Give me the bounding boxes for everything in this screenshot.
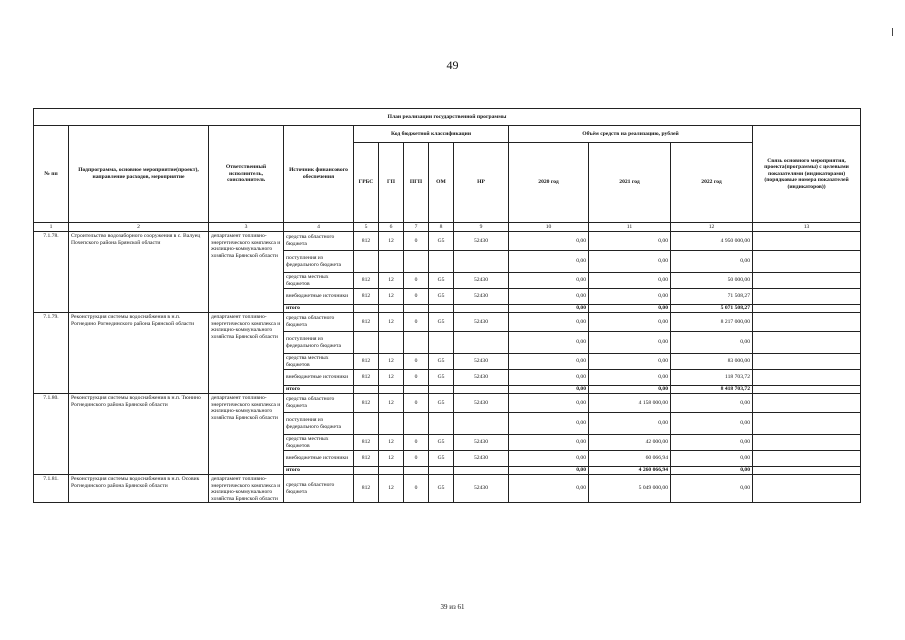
code-pgp-cell bbox=[404, 467, 429, 475]
code-gp-cell bbox=[379, 332, 404, 354]
link-cell bbox=[753, 435, 861, 451]
code-gp-cell bbox=[379, 305, 404, 313]
code-pgp-cell: 0 bbox=[404, 232, 429, 251]
entry-number: 7.1.79. bbox=[34, 313, 69, 394]
code-nr-cell: 52430 bbox=[454, 232, 509, 251]
value-2021-cell: 0,00 bbox=[589, 370, 671, 386]
value-2021-cell: 42 000,00 bbox=[589, 435, 671, 451]
col-number: 2 bbox=[69, 223, 209, 232]
code-grbs-cell bbox=[354, 413, 379, 435]
value-2021-cell: 0,00 bbox=[589, 332, 671, 354]
value-2021-cell: 0,00 bbox=[589, 413, 671, 435]
header-subprogram: Подпрограмма, основное мероприятие(проект), направление расходов, мероприятие bbox=[69, 126, 209, 223]
header-grbs: ГРБС bbox=[354, 143, 379, 223]
code-grbs-cell: 812 bbox=[354, 313, 379, 332]
code-om-cell: G5 bbox=[429, 273, 454, 289]
code-pgp-cell bbox=[404, 413, 429, 435]
code-grbs-cell bbox=[354, 305, 379, 313]
code-nr-cell: 52430 bbox=[454, 273, 509, 289]
code-om-cell bbox=[429, 305, 454, 313]
value-2022-cell: 4 950 000,00 bbox=[671, 232, 753, 251]
header-source: Источник финансового обеспечения bbox=[284, 126, 354, 223]
code-gp-cell: 12 bbox=[379, 232, 404, 251]
value-2022-cell: 0,00 bbox=[671, 413, 753, 435]
table-row bbox=[34, 394, 861, 413]
link-cell bbox=[753, 467, 861, 475]
code-grbs-cell: 812 bbox=[354, 435, 379, 451]
code-om-cell: G5 bbox=[429, 451, 454, 467]
source-cell: средства областного бюджета bbox=[284, 313, 354, 332]
link-cell bbox=[753, 273, 861, 289]
header-gp: ГП bbox=[379, 143, 404, 223]
code-nr-cell bbox=[454, 305, 509, 313]
source-cell: средства областного бюджета bbox=[284, 232, 354, 251]
code-om-cell bbox=[429, 386, 454, 394]
source-cell: итого bbox=[284, 467, 354, 475]
code-om-cell: G5 bbox=[429, 289, 454, 305]
source-cell: средства местных бюджетов bbox=[284, 354, 354, 370]
link-cell bbox=[753, 332, 861, 354]
code-pgp-cell bbox=[404, 305, 429, 313]
link-cell bbox=[753, 413, 861, 435]
source-cell: внебюджетные источники bbox=[284, 451, 354, 467]
code-nr-cell: 52430 bbox=[454, 475, 509, 503]
value-2020-cell: 0,00 bbox=[509, 354, 589, 370]
code-grbs-cell bbox=[354, 386, 379, 394]
header-budget-code: Код бюджетной классификации bbox=[354, 126, 509, 143]
code-grbs-cell bbox=[354, 467, 379, 475]
header-volume: Объём средств на реализацию, рублей bbox=[509, 126, 753, 143]
code-nr-cell bbox=[454, 332, 509, 354]
source-cell: внебюджетные источники bbox=[284, 289, 354, 305]
code-grbs-cell: 812 bbox=[354, 354, 379, 370]
value-2022-cell: 0,00 bbox=[671, 467, 753, 475]
code-pgp-cell: 0 bbox=[404, 435, 429, 451]
value-2020-cell: 0,00 bbox=[509, 251, 589, 273]
col-number: 6 bbox=[379, 223, 404, 232]
entry-executor: департамент топливно-энергетического комплекса и жилищно-коммунального хозяйства Брянской области bbox=[209, 232, 284, 313]
entry-name: Реконструкция системы водоснабжения в н.п. Рогнедино Рогнединского района Брянской области bbox=[69, 313, 209, 394]
value-2021-cell: 60 066,94 bbox=[589, 451, 671, 467]
code-gp-cell: 12 bbox=[379, 289, 404, 305]
col-number: 4 bbox=[284, 223, 354, 232]
value-2021-cell: 4 158 000,00 bbox=[589, 394, 671, 413]
value-2021-cell: 0,00 bbox=[589, 273, 671, 289]
col-number: 11 bbox=[589, 223, 671, 232]
code-grbs-cell: 812 bbox=[354, 475, 379, 503]
link-cell bbox=[753, 289, 861, 305]
col-number: 1 bbox=[34, 223, 69, 232]
value-2020-cell: 0,00 bbox=[509, 332, 589, 354]
source-cell: средства областного бюджета bbox=[284, 394, 354, 413]
code-gp-cell: 12 bbox=[379, 354, 404, 370]
value-2022-cell: 0,00 bbox=[671, 332, 753, 354]
code-grbs-cell: 812 bbox=[354, 451, 379, 467]
value-2022-cell: 0,00 bbox=[671, 394, 753, 413]
link-cell bbox=[753, 251, 861, 273]
entry-name: Реконструкция системы водоснабжения в н.п. Тюнино Рогнединского района Брянской области bbox=[69, 394, 209, 475]
value-2020-cell: 0,00 bbox=[509, 475, 589, 503]
value-2022-cell: 0,00 bbox=[671, 475, 753, 503]
value-2022-cell: 8 418 703,72 bbox=[671, 386, 753, 394]
value-2022-cell: 71 508,27 bbox=[671, 289, 753, 305]
value-2022-cell: 0,00 bbox=[671, 451, 753, 467]
header-2020: 2020 год bbox=[509, 143, 589, 223]
code-om-cell: G5 bbox=[429, 354, 454, 370]
table-row bbox=[34, 313, 861, 332]
value-2022-cell: 0,00 bbox=[671, 251, 753, 273]
value-2021-cell: 4 260 066,94 bbox=[589, 467, 671, 475]
col-number: 10 bbox=[509, 223, 589, 232]
code-pgp-cell: 0 bbox=[404, 354, 429, 370]
code-nr-cell: 52430 bbox=[454, 354, 509, 370]
code-om-cell: G5 bbox=[429, 370, 454, 386]
code-om-cell bbox=[429, 332, 454, 354]
entry-executor: департамент топливно-энергетического комплекса и жилищно-коммунального хозяйства Брянской области bbox=[209, 394, 284, 475]
value-2020-cell: 0,00 bbox=[509, 273, 589, 289]
code-pgp-cell: 0 bbox=[404, 370, 429, 386]
code-grbs-cell: 812 bbox=[354, 232, 379, 251]
entry-executor: департамент топливно-энергетического комплекса и жилищно-коммунального хозяйства Брянской области bbox=[209, 313, 284, 394]
code-om-cell: G5 bbox=[429, 394, 454, 413]
code-grbs-cell bbox=[354, 332, 379, 354]
code-pgp-cell: 0 bbox=[404, 451, 429, 467]
code-gp-cell: 12 bbox=[379, 394, 404, 413]
code-pgp-cell bbox=[404, 332, 429, 354]
source-cell: средства областного бюджета bbox=[284, 475, 354, 503]
table-body bbox=[34, 109, 861, 503]
value-2020-cell: 0,00 bbox=[509, 232, 589, 251]
code-pgp-cell: 0 bbox=[404, 289, 429, 305]
source-cell: поступления из федерального бюджета bbox=[284, 332, 354, 354]
program-plan-table bbox=[33, 108, 861, 503]
code-grbs-cell: 812 bbox=[354, 394, 379, 413]
entry-number: 7.1.78. bbox=[34, 232, 69, 313]
value-2020-cell: 0,00 bbox=[509, 467, 589, 475]
code-gp-cell bbox=[379, 386, 404, 394]
code-om-cell: G5 bbox=[429, 232, 454, 251]
code-gp-cell bbox=[379, 251, 404, 273]
code-pgp-cell: 0 bbox=[404, 313, 429, 332]
value-2022-cell: 5 071 508,27 bbox=[671, 305, 753, 313]
code-gp-cell: 12 bbox=[379, 435, 404, 451]
col-number: 8 bbox=[429, 223, 454, 232]
value-2021-cell: 0,00 bbox=[589, 313, 671, 332]
link-cell bbox=[753, 354, 861, 370]
value-2020-cell: 0,00 bbox=[509, 289, 589, 305]
link-cell bbox=[753, 451, 861, 467]
value-2022-cell: 118 703,72 bbox=[671, 370, 753, 386]
code-pgp-cell bbox=[404, 251, 429, 273]
value-2020-cell: 0,00 bbox=[509, 413, 589, 435]
code-nr-cell: 52430 bbox=[454, 451, 509, 467]
code-gp-cell: 12 bbox=[379, 370, 404, 386]
value-2022-cell: 0,00 bbox=[671, 435, 753, 451]
value-2021-cell: 0,00 bbox=[589, 232, 671, 251]
code-om-cell bbox=[429, 467, 454, 475]
table-title: План реализации государственной программы bbox=[34, 109, 861, 126]
table-row bbox=[34, 475, 861, 503]
col-number: 9 bbox=[454, 223, 509, 232]
code-nr-cell bbox=[454, 386, 509, 394]
value-2022-cell: 8 217 000,00 bbox=[671, 313, 753, 332]
value-2021-cell: 0,00 bbox=[589, 305, 671, 313]
code-nr-cell: 52430 bbox=[454, 313, 509, 332]
value-2022-cell: 83 000,00 bbox=[671, 354, 753, 370]
value-2021-cell: 5 049 000,00 bbox=[589, 475, 671, 503]
col-number: 3 bbox=[209, 223, 284, 232]
value-2022-cell: 50 000,00 bbox=[671, 273, 753, 289]
code-grbs-cell bbox=[354, 251, 379, 273]
header-no: № пп bbox=[34, 126, 69, 223]
value-2021-cell: 0,00 bbox=[589, 386, 671, 394]
header-om: ОМ bbox=[429, 143, 454, 223]
header-2021: 2021 год bbox=[589, 143, 671, 223]
code-nr-cell: 52430 bbox=[454, 289, 509, 305]
code-gp-cell bbox=[379, 467, 404, 475]
entry-number: 7.1.80. bbox=[34, 394, 69, 475]
code-gp-cell: 12 bbox=[379, 451, 404, 467]
header-2022: 2022 год bbox=[671, 143, 753, 223]
code-om-cell bbox=[429, 413, 454, 435]
link-cell bbox=[753, 370, 861, 386]
source-cell: поступления из федерального бюджета bbox=[284, 413, 354, 435]
code-pgp-cell bbox=[404, 386, 429, 394]
value-2020-cell: 0,00 bbox=[509, 451, 589, 467]
header-link: Связь основного мероприятия, проекта(программы) с целевыми показателями (индикаторами) (порядковые номера показателей (индикаторов)) bbox=[753, 126, 861, 223]
code-nr-cell bbox=[454, 467, 509, 475]
col-number: 13 bbox=[753, 223, 861, 232]
entry-name: Реконструкция системы водоснабжения в н.п. Осовик Рогнединского района Брянской области bbox=[69, 475, 209, 503]
code-om-cell: G5 bbox=[429, 313, 454, 332]
link-cell bbox=[753, 394, 861, 413]
header-executor: Ответственный исполнитель, соисполнитель bbox=[209, 126, 284, 223]
source-cell: средства местных бюджетов bbox=[284, 273, 354, 289]
code-pgp-cell: 0 bbox=[404, 475, 429, 503]
code-nr-cell: 52430 bbox=[454, 435, 509, 451]
code-om-cell bbox=[429, 251, 454, 273]
value-2021-cell: 0,00 bbox=[589, 289, 671, 305]
link-cell bbox=[753, 386, 861, 394]
col-number: 5 bbox=[354, 223, 379, 232]
code-nr-cell: 52430 bbox=[454, 370, 509, 386]
code-pgp-cell: 0 bbox=[404, 394, 429, 413]
code-om-cell: G5 bbox=[429, 475, 454, 503]
code-pgp-cell: 0 bbox=[404, 273, 429, 289]
code-om-cell: G5 bbox=[429, 435, 454, 451]
source-cell: средства местных бюджетов bbox=[284, 435, 354, 451]
link-cell bbox=[753, 232, 861, 251]
source-cell: итого bbox=[284, 386, 354, 394]
code-nr-cell bbox=[454, 251, 509, 273]
value-2020-cell: 0,00 bbox=[509, 394, 589, 413]
code-grbs-cell: 812 bbox=[354, 273, 379, 289]
page-footer: 39 из 61 bbox=[440, 603, 465, 611]
col-number: 12 bbox=[671, 223, 753, 232]
link-cell bbox=[753, 475, 861, 503]
value-2021-cell: 0,00 bbox=[589, 251, 671, 273]
entry-number: 7.1.81. bbox=[34, 475, 69, 503]
code-gp-cell: 12 bbox=[379, 313, 404, 332]
column-number-row bbox=[34, 223, 861, 232]
code-gp-cell: 12 bbox=[379, 475, 404, 503]
code-grbs-cell: 812 bbox=[354, 289, 379, 305]
header-nr: НР bbox=[454, 143, 509, 223]
col-number: 7 bbox=[404, 223, 429, 232]
entry-executor: департамент топливно-энергетического комплекса и жилищно-коммунального хозяйства Брянской области bbox=[209, 475, 284, 503]
value-2020-cell: 0,00 bbox=[509, 386, 589, 394]
source-cell: внебюджетные источники bbox=[284, 370, 354, 386]
table-row bbox=[34, 232, 861, 251]
edge-mark bbox=[892, 28, 893, 36]
code-grbs-cell: 812 bbox=[354, 370, 379, 386]
code-gp-cell: 12 bbox=[379, 273, 404, 289]
header-pgp: ПГП bbox=[404, 143, 429, 223]
code-nr-cell bbox=[454, 413, 509, 435]
link-cell bbox=[753, 305, 861, 313]
code-gp-cell bbox=[379, 413, 404, 435]
link-cell bbox=[753, 313, 861, 332]
value-2020-cell: 0,00 bbox=[509, 435, 589, 451]
value-2020-cell: 0,00 bbox=[509, 305, 589, 313]
value-2020-cell: 0,00 bbox=[509, 313, 589, 332]
source-cell: поступления из федерального бюджета bbox=[284, 251, 354, 273]
value-2021-cell: 0,00 bbox=[589, 354, 671, 370]
page-number: 49 bbox=[446, 58, 459, 72]
entry-name: Строительство водозаборного сооружения в с. Валуец Почепского района Брянской области bbox=[69, 232, 209, 313]
source-cell: итого bbox=[284, 305, 354, 313]
code-nr-cell: 52430 bbox=[454, 394, 509, 413]
value-2020-cell: 0,00 bbox=[509, 370, 589, 386]
